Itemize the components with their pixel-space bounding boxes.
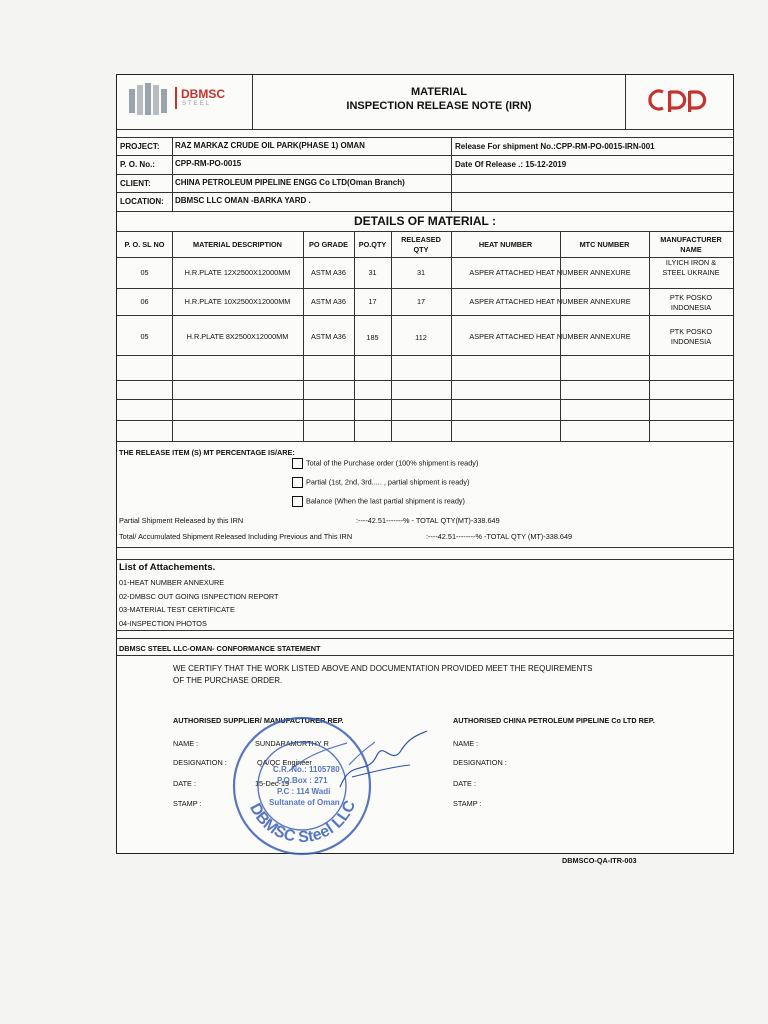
stamp-line: Sultanate of Oman: [269, 798, 340, 807]
row2-released: 17: [416, 297, 426, 306]
client-logo: [647, 87, 722, 113]
supplier-name-value: SUNDARAMURTHY R: [255, 739, 329, 748]
row3-manufacturer: PTK POSKO INDONESIA: [669, 327, 713, 346]
cpp-logo-icon: [647, 87, 722, 113]
supplier-date-label: DATE :: [173, 779, 196, 788]
conformance-heading: DBMSC STEEL LLC-OMAN- CONFORMANCE STATEMENT: [119, 644, 321, 653]
supplier-date-value: 15-Dec-19: [255, 779, 290, 788]
stamp-line: P.O.Box : 271: [277, 776, 328, 785]
col-sl: P. O. SL NO: [124, 240, 165, 249]
attachment-item: 01-HEAT NUMBER ANNEXURE: [119, 578, 225, 587]
partial-shipment-label: Partial Shipment Released by this IRN: [119, 516, 244, 525]
col-manufacturer: MANUFACTURER NAME: [660, 235, 722, 254]
row2-desc: H.R.PLATE 10X2500X12000MM: [184, 297, 291, 306]
row3-sl: 05: [140, 332, 149, 341]
project-value: RAZ MARKAZ CRUDE OIL PARK(PHASE 1) OMAN: [175, 141, 365, 150]
total-shipment-label: Total/ Accumulated Shipment Released Including Previous and This IRN: [119, 532, 353, 541]
balance-checkbox[interactable]: [292, 496, 303, 507]
row2-grade: ASTM A36: [311, 297, 346, 306]
cpp-designation-label: DESIGNATION :: [453, 758, 507, 767]
total-checkbox[interactable]: [292, 458, 303, 469]
col-mtc: MTC NUMBER: [579, 240, 630, 249]
supplier-stamp-label: STAMP :: [173, 799, 202, 808]
row3-grade: ASTM A36: [311, 332, 346, 341]
release-option-total: Total of the Purchase order (100% shipment is ready): [292, 458, 478, 469]
cpp-name-label: NAME :: [453, 739, 479, 748]
attachment-item: 02-DMBSC OUT GOING ISNPECTION REPORT: [119, 592, 279, 601]
row3-desc: H.R.PLATE 8X2500X12000MM: [186, 332, 289, 341]
total-shipment-value: :----42.51--------% -TOTAL QTY (MT)-338.649: [426, 532, 573, 541]
row1-manufacturer: ILYICH IRON & STEEL UKRAINE: [662, 258, 720, 277]
row1-grade: ASTM A36: [311, 268, 346, 277]
col-desc: MATERIAL DESCRIPTION: [193, 240, 282, 249]
stamp-line: C.R. No.: 1105780: [273, 765, 340, 774]
release-shipment: Release For shipment No.:CPP-RM-PO-0015-IRN-001: [455, 142, 655, 151]
row1-heat: ASPER ATTACHED HEAT NUMBER ANNEXURE: [469, 268, 631, 277]
col-heat: HEAT NUMBER: [478, 240, 533, 249]
attachments-heading: List of Attachements.: [119, 562, 216, 573]
stamp-line: P.C : 114 Wadi: [277, 787, 331, 796]
dbmsc-mark-icon: [127, 81, 171, 117]
location-label: LOCATION:: [120, 197, 164, 206]
row3-released: 112: [415, 333, 427, 342]
row2-manufacturer: PTK POSKO INDONESIA: [669, 293, 713, 312]
po-label: P. O. No.:: [120, 160, 155, 169]
row3-heat: ASPER ATTACHED HEAT NUMBER ANNEXURE: [469, 332, 631, 341]
location-value: DBMSC LLC OMAN -BARKA YARD .: [175, 196, 311, 205]
supplier-designation-value: QA/QC Engineer: [257, 758, 312, 767]
cpp-stamp-label: STAMP :: [453, 799, 482, 808]
details-heading: DETAILS OF MATERIAL :: [354, 214, 496, 228]
supplier-name-label: NAME :: [173, 739, 199, 748]
partial-checkbox[interactable]: [292, 477, 303, 488]
row1-sl: 05: [140, 268, 149, 277]
col-released: RELEASED QTY: [401, 235, 441, 254]
conformance-text: WE CERTIFY THAT THE WORK LISTED ABOVE AND DOCUMENTATION PROVIDED MEET THE REQUIREMENTS: [173, 664, 593, 673]
cpp-heading: AUTHORISED CHINA PETROLEUM PIPELINE Co LTD REP.: [453, 716, 655, 725]
row2-heat: ASPER ATTACHED HEAT NUMBER ANNEXURE: [469, 297, 631, 306]
attachment-item: 04-INSPECTION PHOTOS: [119, 619, 207, 628]
irn-form: [116, 74, 734, 854]
row3-qty: 185: [366, 333, 379, 342]
company-sub: STEEL: [182, 101, 212, 107]
client-label: CLIENT:: [120, 179, 151, 188]
release-heading: THE RELEASE ITEM (S) MT PERCENTAGE IS/ARE:: [119, 448, 295, 457]
row1-qty: 31: [368, 268, 377, 277]
form-title: MATERIAL INSPECTION RELEASE NOTE (IRN): [346, 86, 532, 112]
client-value: CHINA PETROLEUM PIPELINE ENGG Co LTD(Oman Branch): [175, 178, 405, 187]
row1-released: 31: [416, 268, 426, 277]
col-qty: PO.QTY: [358, 240, 387, 249]
doc-code: DBMSCO-QA-ITR-003: [562, 856, 637, 865]
release-option-partial: Partial (1st, 2nd, 3rd..... , partial shipment is ready): [292, 477, 469, 488]
supplier-heading: AUTHORISED SUPPLIER/ MANUFACTURER REP.: [173, 716, 344, 725]
supplier-designation-label: DESIGNATION :: [173, 758, 227, 767]
cpp-date-label: DATE :: [453, 779, 476, 788]
company-logo: [127, 81, 247, 121]
conformance-text-2: OF THE PURCHASE ORDER.: [173, 676, 283, 685]
project-label: PROJECT:: [120, 142, 160, 151]
po-value: CPP-RM-PO-0015: [175, 159, 242, 168]
release-date: Date Of Release .: 15-12-2019: [455, 160, 567, 169]
signature-icon: [332, 727, 432, 797]
stamp-ring-text: DBMSC Steel LLC: [246, 798, 360, 847]
row1-desc: H.R.PLATE 12X2500X12000MM: [184, 268, 291, 277]
row2-sl: 06: [140, 297, 149, 306]
row2-qty: 17: [368, 297, 377, 306]
attachment-item: 03-MATERIAL TEST CERTIFICATE: [119, 605, 235, 614]
company-name: DBMSC: [181, 87, 225, 101]
partial-shipment-value: :----42.51-------% - TOTAL QTY(MT)-338.649: [356, 516, 500, 525]
col-grade: PO GRADE: [309, 240, 348, 249]
release-option-balance: Balance (When the last partial shipment is ready): [292, 496, 465, 507]
